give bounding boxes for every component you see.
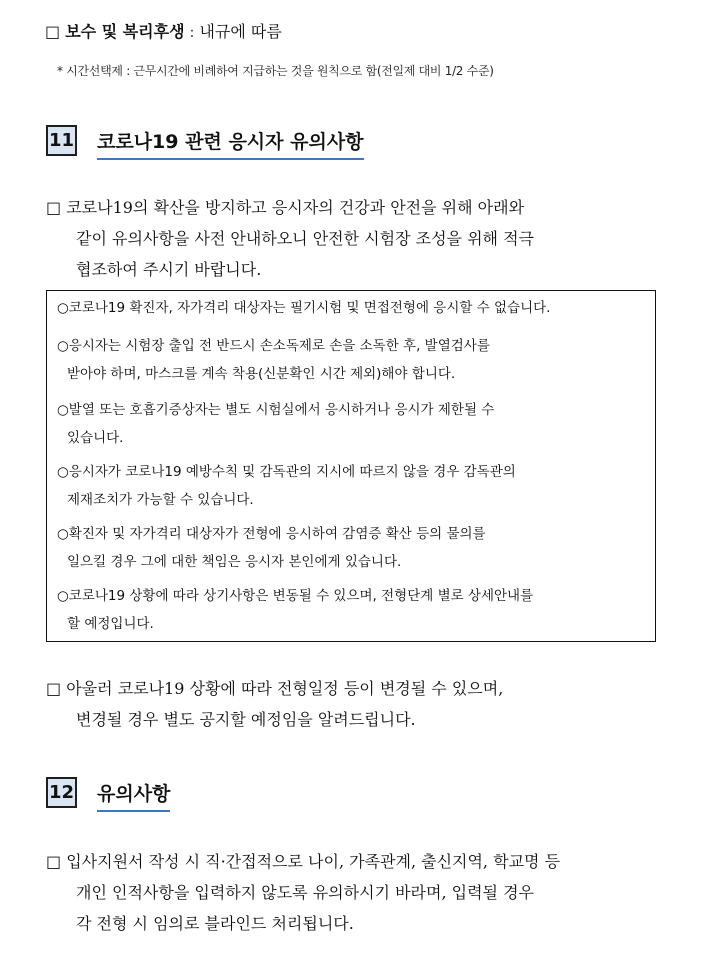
square-bullet-icon: □ — [46, 679, 62, 698]
section-12-para — [46, 846, 658, 939]
circle-bullet-icon: ○ — [57, 338, 69, 354]
box-item-text-cont: 일으킬 경우 그에 대한 책임은 응시자 본인에게 있습니다. — [67, 554, 402, 570]
s12-line-2: 개인 인적사항을 입력하지 않도록 유의하시기 바라며, 입력될 경우 — [76, 883, 535, 902]
box-item-text: 확진자 및 자가격리 대상자가 전형에 응시하여 감염증 확산 등의 물의를 — [68, 526, 486, 542]
box-item-5 — [57, 520, 645, 576]
box-item-text-cont: 있습니다. — [67, 430, 124, 446]
box-item-6 — [57, 582, 645, 638]
benefits-label: 보수 및 복리후생 — [65, 22, 185, 41]
box-item-text-cont: 할 예정입니다. — [67, 616, 154, 632]
section-11-number: 11 — [46, 125, 77, 156]
box-item-1 — [57, 294, 645, 322]
square-bullet-icon: □ — [45, 22, 61, 41]
covid-notice-box — [46, 290, 656, 642]
section-11-intro — [46, 192, 658, 285]
box-item-text: 응시자는 시험장 출입 전 반드시 손소독제로 손을 소독한 후, 발열검사를 — [68, 338, 490, 354]
outro-line-2: 변경될 경우 별도 공지할 예정임을 알려드립니다. — [76, 710, 416, 729]
part-time-note: * 시간선택제 : 근무시간에 비례하여 지급하는 것을 원칙으로 함(전일제 대비 1/2 수준) — [57, 64, 494, 78]
section-11-title: 코로나19 관련 응시자 유의사항 — [97, 127, 364, 160]
benefits-value: 내규에 따름 — [199, 22, 282, 41]
box-item-2 — [57, 332, 645, 388]
section-11-outro — [46, 673, 658, 735]
section-12-title: 유의사항 — [97, 779, 170, 812]
intro-line-1: □ 코로나19의 확산을 방지하고 응시자의 건강과 안전을 위해 아래와 — [46, 198, 525, 217]
box-item-text-cont: 제재조치가 가능할 수 있습니다. — [67, 492, 254, 508]
circle-bullet-icon: ○ — [57, 464, 69, 480]
s12-line-3: 각 전형 시 임의로 블라인드 처리됩니다. — [76, 914, 354, 933]
circle-bullet-icon: ○ — [57, 402, 69, 418]
intro-line-3: 협조하여 주시기 바랍니다. — [76, 260, 262, 279]
box-item-4 — [57, 458, 645, 514]
box-item-text: 응시자가 코로나19 예방수칙 및 감독관의 지시에 따르지 않을 경우 감독관의 — [68, 464, 516, 480]
box-item-3 — [57, 396, 645, 452]
box-item-text-cont: 받아야 하며, 마스크를 계속 착용(신분확인 시간 제외)해야 합니다. — [67, 366, 456, 382]
section-12-number: 12 — [46, 777, 77, 808]
intro-line-2: 같이 유의사항을 사전 안내하오니 안전한 시험장 조성을 위해 적극 — [76, 229, 535, 248]
box-item-text: 코로나19 상황에 따라 상기사항은 변동될 수 있으며, 전형단계 별로 상세안내를 — [68, 588, 534, 604]
outro-line-1: □ 아울러 코로나19 상황에 따라 전형일정 등이 변경될 수 있으며, — [46, 679, 504, 698]
square-bullet-icon: □ — [46, 852, 62, 871]
circle-bullet-icon: ○ — [57, 526, 69, 542]
circle-bullet-icon: ○ — [57, 300, 69, 316]
s12-line-1: □ 입사지원서 작성 시 직·간접적으로 나이, 가족관계, 출신지역, 학교명 등 — [46, 852, 561, 871]
circle-bullet-icon: ○ — [57, 588, 69, 604]
square-bullet-icon: □ — [46, 198, 62, 217]
box-item-text: 발열 또는 호흡기증상자는 별도 시험실에서 응시하거나 응시가 제한될 수 — [68, 402, 495, 418]
benefits-separator: : — [189, 25, 195, 41]
benefits-line — [45, 19, 282, 42]
box-item-text: 코로나19 확진자, 자가격리 대상자는 필기시험 및 면접전형에 응시할 수 없습니다. — [68, 300, 551, 316]
